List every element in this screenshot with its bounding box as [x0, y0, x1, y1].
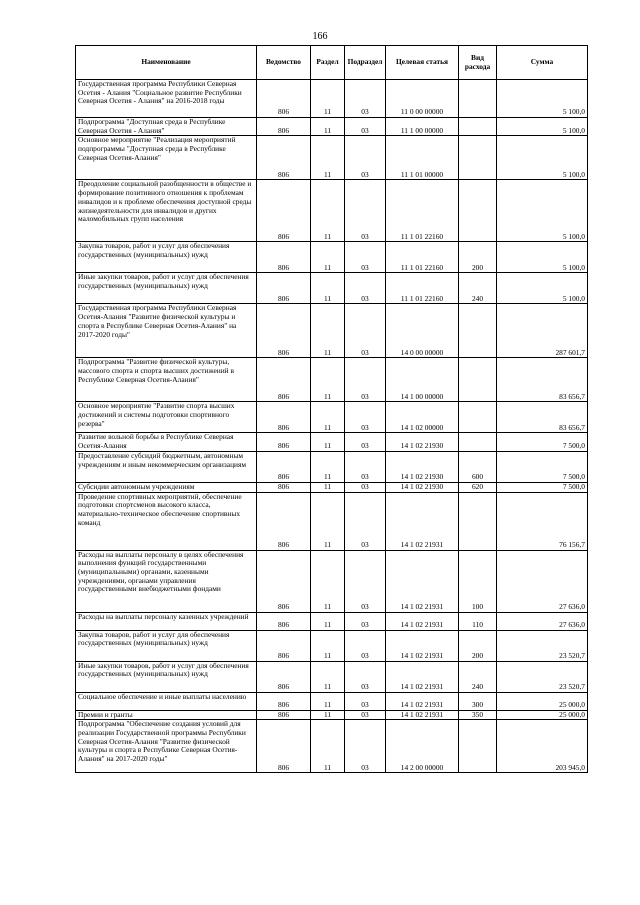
cell-podrazdel: 03: [345, 451, 386, 482]
cell-vedomstvo: 806: [257, 612, 311, 630]
cell-name: Расходы на выплаты персоналу казенных учреждений: [76, 612, 257, 630]
table-row: [76, 661, 588, 692]
cell-vid: 200: [459, 242, 497, 273]
cell-name: Подпрограмма "Доступная среда в Республике Северная Осетия - Алания": [76, 118, 257, 136]
cell-name: Премии и гранты: [76, 710, 257, 720]
page-number: 166: [312, 31, 328, 42]
cell-sum: 7 500,0: [497, 451, 588, 482]
cell-name: Государственная программа Республики Северная Осетия-Алания "Развитие физической культуры и спорта в Республике Северная Осетия-Алания" на 2017-2020 годы": [76, 304, 257, 358]
table-row: [76, 492, 588, 550]
cell-target: 14 1 02 21930: [386, 451, 459, 482]
cell-razdel: 11: [311, 550, 345, 612]
cell-sum: 5 100,0: [497, 136, 588, 180]
cell-vid: 600: [459, 451, 497, 482]
cell-vid: [459, 358, 497, 402]
cell-vedomstvo: 806: [257, 433, 311, 451]
table-row: [76, 433, 588, 451]
cell-vid: 350: [459, 710, 497, 720]
cell-razdel: 11: [311, 720, 345, 773]
cell-sum: 5 100,0: [497, 242, 588, 273]
cell-razdel: 11: [311, 118, 345, 136]
cell-razdel: 11: [311, 492, 345, 550]
cell-target: 14 1 00 00000: [386, 358, 459, 402]
cell-podrazdel: 03: [345, 180, 386, 242]
cell-name: Иные закупки товаров, работ и услуг для обеспечения государственных (муниципальных) нужд: [76, 661, 257, 692]
cell-vedomstvo: 806: [257, 630, 311, 661]
table-row: [76, 118, 588, 136]
header-name: Наименование: [76, 46, 257, 80]
cell-razdel: 11: [311, 180, 345, 242]
cell-target: 14 1 02 21931: [386, 612, 459, 630]
cell-vid: [459, 304, 497, 358]
cell-razdel: 11: [311, 630, 345, 661]
cell-razdel: 11: [311, 136, 345, 180]
cell-podrazdel: 03: [345, 550, 386, 612]
cell-vedomstvo: 806: [257, 451, 311, 482]
cell-name: Проведение спортивных мероприятий, обеспечение подготовки спортсменов высокого класса, материально-техническое обеспечение спортивных команд: [76, 492, 257, 550]
cell-vid: [459, 118, 497, 136]
cell-vedomstvo: 806: [257, 550, 311, 612]
table-body: [76, 80, 588, 773]
cell-vedomstvo: 806: [257, 358, 311, 402]
cell-vid: 300: [459, 692, 497, 710]
cell-sum: 5 100,0: [497, 273, 588, 304]
cell-sum: 7 500,0: [497, 433, 588, 451]
cell-sum: 25 000,0: [497, 692, 588, 710]
cell-name: Субсидии автономным учреждениям: [76, 482, 257, 492]
cell-vedomstvo: 806: [257, 482, 311, 492]
cell-podrazdel: 03: [345, 118, 386, 136]
cell-target: 11 1 01 22160: [386, 242, 459, 273]
cell-razdel: 11: [311, 273, 345, 304]
cell-target: 14 1 02 21931: [386, 492, 459, 550]
cell-podrazdel: 03: [345, 661, 386, 692]
cell-sum: 27 636,0: [497, 550, 588, 612]
cell-vedomstvo: 806: [257, 661, 311, 692]
cell-name: Развитие вольной борьбы в Республике Северная Осетия-Алания: [76, 433, 257, 451]
cell-target: 14 1 02 21931: [386, 710, 459, 720]
cell-podrazdel: 03: [345, 492, 386, 550]
cell-razdel: 11: [311, 80, 345, 118]
cell-sum: 5 100,0: [497, 180, 588, 242]
cell-vedomstvo: 806: [257, 80, 311, 118]
table-row: [76, 358, 588, 402]
cell-vedomstvo: 806: [257, 118, 311, 136]
cell-podrazdel: 03: [345, 304, 386, 358]
cell-name: Предоставление субсидий бюджетным, автономным учреждениям и иным некоммерческим организациям: [76, 451, 257, 482]
cell-sum: 25 000,0: [497, 710, 588, 720]
cell-target: 14 1 02 21931: [386, 550, 459, 612]
cell-podrazdel: 03: [345, 612, 386, 630]
table-row: [76, 612, 588, 630]
cell-razdel: 11: [311, 242, 345, 273]
cell-target: 11 1 01 22160: [386, 273, 459, 304]
header-row: [76, 46, 588, 80]
header-sum: Сумма: [497, 46, 588, 80]
header-podrazdel: Подраздел: [345, 46, 386, 80]
cell-vedomstvo: 806: [257, 492, 311, 550]
cell-target: 14 1 02 21930: [386, 433, 459, 451]
header-vid: Вид расхода: [459, 46, 497, 80]
cell-vedomstvo: 806: [257, 692, 311, 710]
cell-name: Социальное обеспечение и иные выплаты населению: [76, 692, 257, 710]
cell-vid: [459, 402, 497, 433]
cell-podrazdel: 03: [345, 358, 386, 402]
cell-target: 11 1 00 00000: [386, 118, 459, 136]
table-row: [76, 692, 588, 710]
cell-razdel: 11: [311, 482, 345, 492]
table-row: [76, 710, 588, 720]
cell-razdel: 11: [311, 304, 345, 358]
cell-target: 11 1 01 22160: [386, 180, 459, 242]
cell-sum: 27 636,0: [497, 612, 588, 630]
cell-sum: 83 656,7: [497, 402, 588, 433]
cell-vedomstvo: 806: [257, 273, 311, 304]
cell-sum: 287 601,7: [497, 304, 588, 358]
cell-name: Иные закупки товаров, работ и услуг для обеспечения государственных (муниципальных) нужд: [76, 273, 257, 304]
cell-vedomstvo: 806: [257, 242, 311, 273]
cell-vedomstvo: 806: [257, 402, 311, 433]
cell-podrazdel: 03: [345, 720, 386, 773]
table-row: [76, 482, 588, 492]
cell-vid: 110: [459, 612, 497, 630]
cell-vid: 620: [459, 482, 497, 492]
cell-vid: [459, 180, 497, 242]
cell-podrazdel: 03: [345, 80, 386, 118]
cell-target: 11 1 01 00000: [386, 136, 459, 180]
cell-vedomstvo: 806: [257, 720, 311, 773]
cell-target: 14 1 02 21931: [386, 692, 459, 710]
header-target: Целевая статья: [386, 46, 459, 80]
cell-podrazdel: 03: [345, 482, 386, 492]
cell-name: Основное мероприятие "Развитие спорта высших достижений и системы подготовки спортивного резерва": [76, 402, 257, 433]
cell-vid: 240: [459, 273, 497, 304]
cell-podrazdel: 03: [345, 692, 386, 710]
cell-podrazdel: 03: [345, 710, 386, 720]
cell-vedomstvo: 806: [257, 180, 311, 242]
cell-name: Закупка товаров, работ и услуг для обеспечения государственных (муниципальных) нужд: [76, 630, 257, 661]
cell-podrazdel: 03: [345, 630, 386, 661]
cell-podrazdel: 03: [345, 242, 386, 273]
cell-sum: 7 500,0: [497, 482, 588, 492]
cell-sum: 83 656,7: [497, 358, 588, 402]
cell-name: Преодоление социальной разобщенности в обществе и формирование позитивного отношения к проблемам инвалидов и к проблеме обеспечения доступной среды жизнедеятельности для инвалидов и других маломобильных групп населения: [76, 180, 257, 242]
table-row: [76, 136, 588, 180]
cell-vid: [459, 136, 497, 180]
cell-sum: 76 156,7: [497, 492, 588, 550]
cell-podrazdel: 03: [345, 433, 386, 451]
table-row: [76, 273, 588, 304]
cell-target: 14 1 02 21930: [386, 482, 459, 492]
budget-table: [75, 45, 588, 773]
cell-target: 14 1 02 21931: [386, 661, 459, 692]
cell-name: Государственная программа Республики Северная Осетия - Алания "Социальное развитие Республики Северная Осетия - Алания" на 2016-2018 годы: [76, 80, 257, 118]
cell-target: 14 2 00 00000: [386, 720, 459, 773]
cell-vid: [459, 492, 497, 550]
cell-target: 14 1 02 21931: [386, 630, 459, 661]
cell-razdel: 11: [311, 612, 345, 630]
cell-razdel: 11: [311, 692, 345, 710]
header-vedomstvo: Ведомство: [257, 46, 311, 80]
cell-name: Подпрограмма "Обеспечение создания условий для реализации Государственной программы Республики Северная Осетия-Алания "Развитие физической культуры и спорта в Республике Северная Осетия-Алания" на 2017-2020 годы": [76, 720, 257, 773]
table-row: [76, 402, 588, 433]
cell-target: 14 1 02 00000: [386, 402, 459, 433]
cell-vedomstvo: 806: [257, 136, 311, 180]
cell-name: Подпрограмма "Развитие физической культуры, массового спорта и спорта высших достижений в Республике Северная Осетия-Алания": [76, 358, 257, 402]
cell-sum: 5 100,0: [497, 80, 588, 118]
cell-target: 11 0 00 00000: [386, 80, 459, 118]
table-row: [76, 80, 588, 118]
cell-podrazdel: 03: [345, 136, 386, 180]
cell-vedomstvo: 806: [257, 304, 311, 358]
cell-vedomstvo: 806: [257, 710, 311, 720]
cell-razdel: 11: [311, 710, 345, 720]
cell-name: Основное мероприятие "Реализация мероприятий подпрограммы "Доступная среда в Республике Северная Осетия-Алания": [76, 136, 257, 180]
cell-target: 14 0 00 00000: [386, 304, 459, 358]
cell-vid: [459, 433, 497, 451]
cell-vid: 240: [459, 661, 497, 692]
cell-podrazdel: 03: [345, 402, 386, 433]
cell-sum: 23 520,7: [497, 661, 588, 692]
cell-podrazdel: 03: [345, 273, 386, 304]
cell-razdel: 11: [311, 451, 345, 482]
cell-sum: 203 945,0: [497, 720, 588, 773]
cell-vid: [459, 720, 497, 773]
table-row: [76, 242, 588, 273]
cell-vid: 200: [459, 630, 497, 661]
table-row: [76, 304, 588, 358]
cell-name: Расходы на выплаты персоналу в целях обеспечения выполнения функций государственными (муниципальными) органами, казенными учреждениями, органами управления государственными внебюджетными фондами: [76, 550, 257, 612]
table-row: [76, 180, 588, 242]
cell-vid: [459, 80, 497, 118]
table-row: [76, 451, 588, 482]
cell-razdel: 11: [311, 358, 345, 402]
header-razdel: Раздел: [311, 46, 345, 80]
cell-razdel: 11: [311, 661, 345, 692]
table-row: [76, 630, 588, 661]
cell-sum: 5 100,0: [497, 118, 588, 136]
cell-name: Закупка товаров, работ и услуг для обеспечения государственных (муниципальных) нужд: [76, 242, 257, 273]
table-row: [76, 720, 588, 773]
cell-sum: 23 520,7: [497, 630, 588, 661]
cell-razdel: 11: [311, 433, 345, 451]
table-row: [76, 550, 588, 612]
cell-vid: 100: [459, 550, 497, 612]
cell-razdel: 11: [311, 402, 345, 433]
